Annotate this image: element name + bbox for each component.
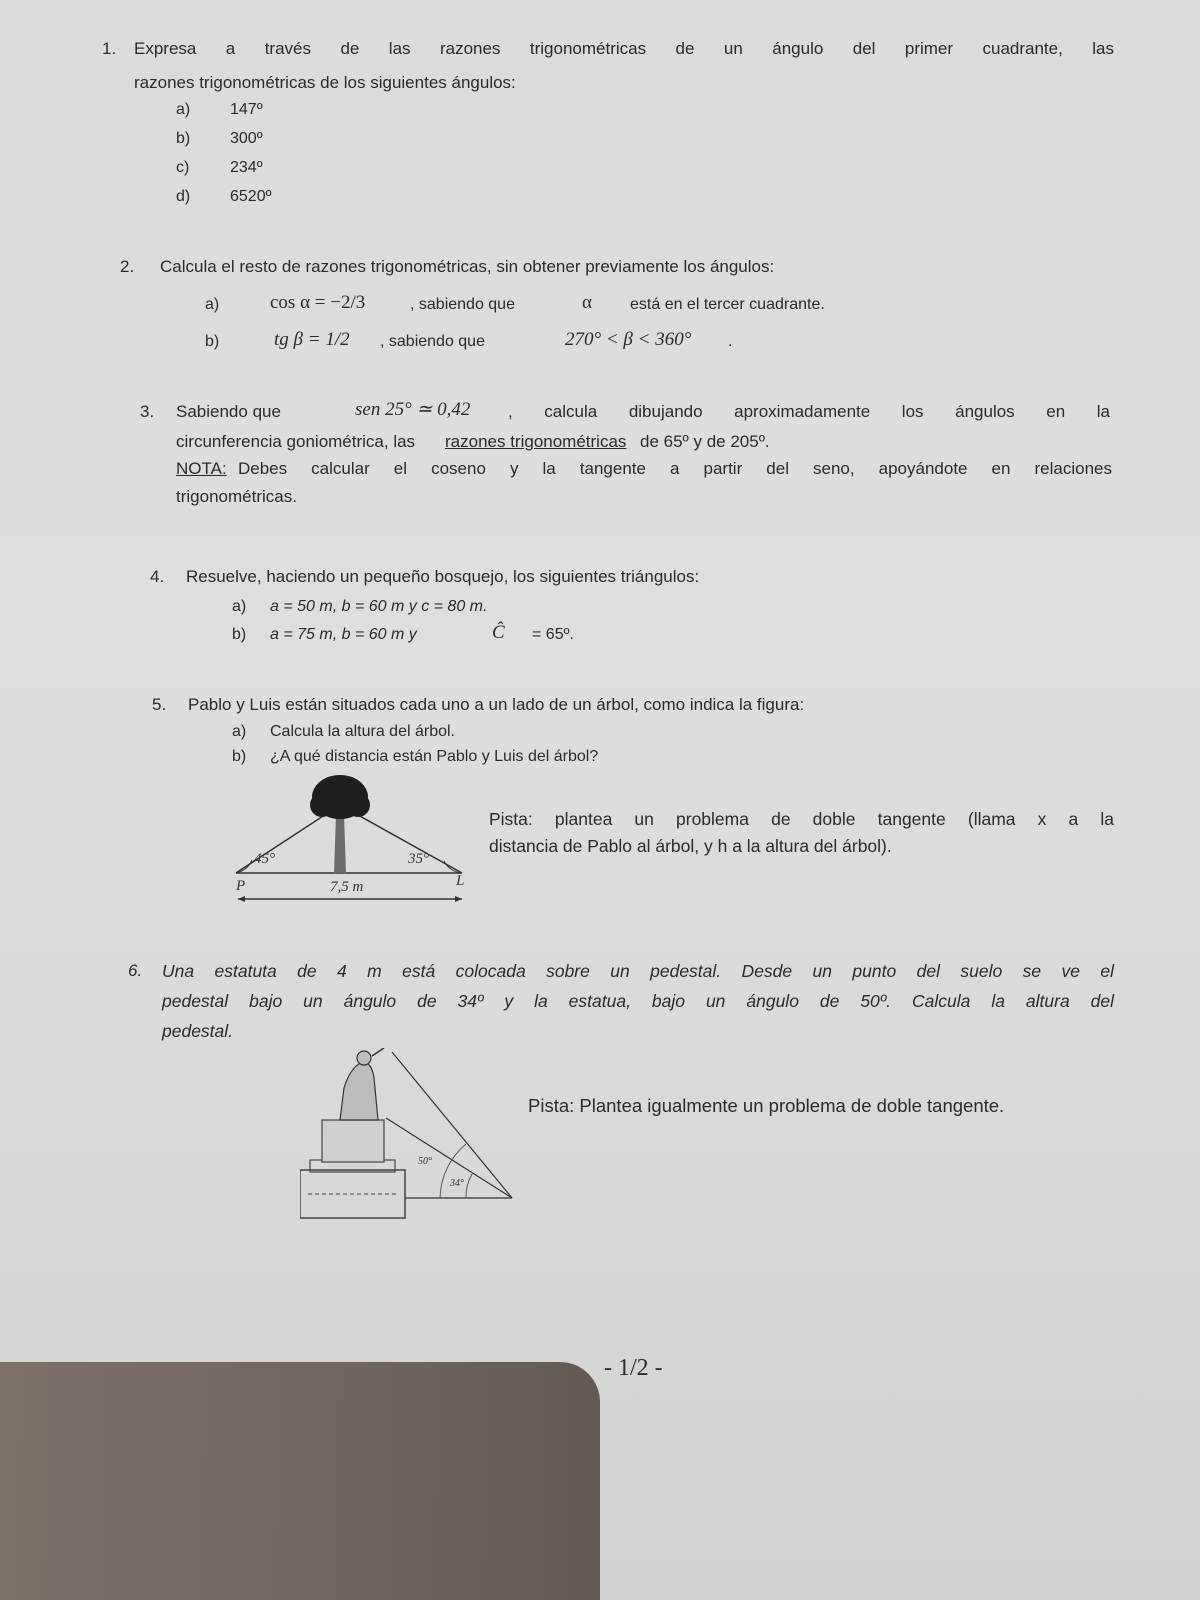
q3-note-label: NOTA: — [176, 459, 227, 478]
point-l-label: L — [456, 873, 465, 889]
q2-text: Calcula el resto de razones trigonométricas, sin obtener previamente los ángulos: — [160, 257, 775, 276]
q5-a-text: Calcula la altura del árbol. — [270, 723, 455, 740]
q3-line1-b: , calcula dibujando aproximadamente los ángulos en la — [508, 402, 1110, 421]
q2-a-text2: está en el tercer cuadrante. — [630, 296, 825, 313]
q3-line2-a: circunferencia goniométrica, las — [176, 432, 416, 451]
q4-b-text: a = 75 m, b = 60 m y — [270, 626, 417, 643]
q6-hint: Pista: Plantea igualmente un problema de doble tangente. — [528, 1095, 1005, 1116]
q1-item-a-label: a) — [176, 101, 191, 118]
q1-number: 1. — [102, 39, 117, 58]
q2-a-text: , sabiendo que — [410, 296, 515, 313]
q5-hint-line2: distancia de Pablo al árbol, y h a la altura del árbol). — [489, 836, 892, 856]
angle-arc-50 — [440, 1144, 466, 1198]
q1-item-b-value: 300º — [230, 130, 263, 147]
q5-number: 5. — [152, 695, 167, 714]
q5-hint-line1: Pista: plantea un problema de doble tangente (llama x a la — [489, 809, 1114, 829]
q1-item-d-label: d) — [176, 188, 191, 205]
q2-b-condition: 270° < β < 360° — [565, 329, 692, 350]
q4-a-text: a = 50 m, b = 60 m y c = 80 m. — [270, 598, 488, 615]
q1-item-a-value: 147º — [230, 101, 263, 118]
q2-a-label: a) — [205, 296, 220, 313]
pedestal-block — [322, 1120, 384, 1162]
q5-b-label: b) — [232, 748, 247, 765]
angle-l-label: 35° — [408, 851, 429, 867]
angle-p-label: 45° — [254, 851, 275, 867]
q2-b-end: . — [728, 333, 733, 350]
q5-text: Pablo y Luis están situados cada uno a un lado de un árbol, como indica la figura: — [188, 695, 805, 714]
distance-label: 7,5 m — [330, 879, 364, 895]
q5-b-text: ¿A qué distancia están Pablo y Luis del árbol? — [270, 748, 599, 765]
sight-line-statue-top — [392, 1052, 512, 1198]
q2-b-math: tg β = 1/2 — [274, 329, 350, 350]
q1-item-c-value: 234º — [230, 159, 263, 176]
angle-34-label: 34° — [450, 1178, 464, 1189]
q2-b-text: , sabiendo que — [380, 333, 485, 350]
statue-figure — [300, 1048, 530, 1228]
q2-b-label: b) — [205, 333, 220, 350]
q6-line1: Una estatuta de 4 m está colocada sobre un pedestal. Desde un punto del suelo se ve el — [162, 961, 1114, 981]
q6-line3: pedestal. — [162, 1021, 234, 1041]
q4-b-label: b) — [232, 626, 247, 643]
point-p-label: P — [236, 878, 246, 894]
q3-line2-underlined: razones trigonométricas — [445, 432, 627, 451]
tree-figure — [230, 775, 480, 925]
q6-number: 6. — [128, 961, 143, 980]
angle-arc-34 — [466, 1174, 472, 1198]
q4-number: 4. — [150, 567, 165, 586]
q1-line2: razones trigonométricas de los siguientes ángulos: — [134, 73, 516, 92]
q1-item-d-value: 6520º — [230, 188, 272, 205]
q3-note-text-cont: trigonométricas. — [176, 487, 297, 506]
q3-note-text: Debes calcular el coseno y la tangente a partir del seno, apoyándote en relaciones — [238, 459, 1112, 478]
q3-line1-math: sen 25° ≃ 0,42 — [355, 399, 471, 420]
q2-a-math: cos α = −2/3 — [270, 292, 366, 313]
q3-number: 3. — [140, 402, 155, 421]
tree-trunk — [334, 815, 346, 873]
q3-line1-a: Sabiendo que — [176, 402, 281, 421]
q6-line2: pedestal bajo un ángulo de 34º y la estatua, bajo un ángulo de 50º. Calcula la altura del — [162, 991, 1114, 1011]
angle-50-label: 50° — [418, 1156, 432, 1167]
statue — [340, 1062, 378, 1120]
q1-item-c-label: c) — [176, 159, 190, 176]
q2-a-var: α — [582, 292, 592, 313]
q2-number: 2. — [120, 257, 135, 276]
q3-line2-b: de 65º y de 205º. — [640, 432, 770, 451]
q1-line1: Expresa a través de las razones trigonométricas de un ángulo del primer cuadrante, las — [134, 39, 1114, 58]
q4-a-label: a) — [232, 598, 247, 615]
q1-item-b-label: b) — [176, 130, 191, 147]
shadow-overlay — [0, 1362, 600, 1600]
q5-a-label: a) — [232, 723, 247, 740]
page-number: - 1/2 - — [604, 1355, 663, 1381]
q4-b-angle-symbol: Ĉ — [492, 622, 505, 643]
q4-text: Resuelve, haciendo un pequeño bosquejo, los siguientes triángulos: — [186, 567, 700, 586]
q4-b-angle-value: = 65º. — [532, 626, 574, 643]
